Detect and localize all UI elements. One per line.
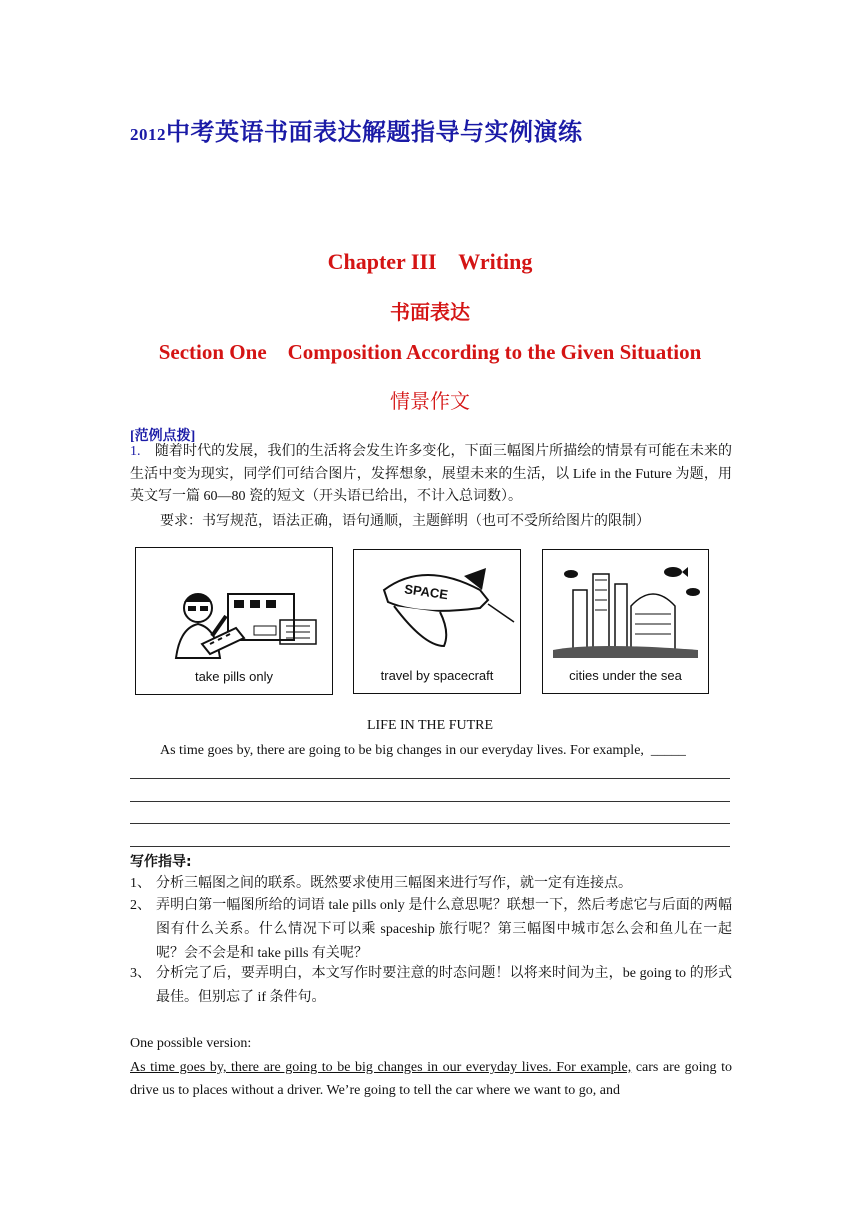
document-title — [130, 112, 583, 147]
item-number: 1. — [130, 444, 141, 459]
underwater-city-icon — [543, 550, 708, 664]
version-continuation: cars are going to drive us to places without a driver. We’re going to tell the car where we want to go, and — [130, 1060, 732, 1098]
picture-pills — [135, 547, 333, 695]
caption-pills: take pills only — [194, 669, 274, 684]
writing-line — [130, 846, 730, 847]
title-year: 2012 — [130, 125, 166, 144]
writing-line — [130, 778, 730, 779]
guide-item — [130, 962, 732, 1010]
guide-item — [130, 894, 732, 966]
man-taking-pills-icon — [136, 548, 332, 668]
section-heading: Section One Composition According to the Given Situation — [158, 340, 702, 364]
essay-heading: LIFE IN THE FUTRE — [366, 718, 494, 733]
caption-spacecraft: travel by spacecraft — [380, 668, 494, 683]
version-label: One possible version: — [130, 1036, 252, 1051]
space-label: SPACE — [403, 581, 449, 603]
guide-item-number: 1、 — [130, 876, 151, 891]
picture-spacecraft — [353, 549, 521, 694]
caption-underwater-city: cities under the sea — [569, 668, 682, 683]
version-text — [130, 1056, 732, 1102]
chapter-heading-cn: 书面表达 — [390, 300, 470, 324]
writing-line — [130, 801, 730, 802]
guide-item-text: 分析完了后，要弄明白，本文写作时要注意的时态问题！以将来时间为主，be going to 的形式最佳。但别忘了 if 条件句。 — [156, 966, 732, 1005]
guide-item-text: 分析三幅图之间的联系。既然要求使用三幅图来进行写作，就一定有连接点。 — [156, 876, 632, 891]
guide-item-number: 3、 — [130, 966, 151, 981]
example-tag: [范例点拨] — [130, 429, 196, 444]
chapter-heading: Chapter III Writing — [327, 249, 533, 274]
guide-item-text: 弄明白第一幅图所给的词语 tale pills only 是什么意思呢？联想一下，然后考虑它与后面的两幅图有什么关系。什么情况下可以乘 spaceship 旅行呢？第三幅图中城市怎么会和鱼儿在一起呢？会不会是和 take pills 有关呢？ — [156, 898, 732, 961]
guide-item — [130, 872, 732, 896]
version-underlined-opening: As time goes by, there are going to be big changes in our everyday lives. For example, — [130, 1060, 632, 1075]
picture-underwater-city — [542, 549, 709, 694]
prompt-text: 随着时代的发展，我们的生活将会发生许多变化，下面三幅图片所描绘的情景有可能在未来的生活中变为现实，同学们可结合图片，发挥想象，展望未来的生活，以 Life in the Future 为题，用英文写一篇 60—80 瓷的短文（开头语已给出，不计入总词数）。 — [130, 444, 733, 504]
essay-opening: As time goes by, there are going to be big changes in our everyday lives. For example, _____ — [160, 743, 686, 758]
requirements: 要求：书写规范，语法正确，语句通顺，主题鲜明（也可不受所给图片的限制） — [160, 514, 650, 529]
example-prompt — [130, 441, 732, 509]
title-main: 中考英语书面表达解题指导与实例演练 — [166, 118, 583, 146]
section-heading-cn: 情景作文 — [390, 389, 470, 413]
writing-line — [130, 823, 730, 824]
guide-heading: 写作指导: — [130, 854, 192, 870]
spacecraft-icon — [354, 550, 520, 660]
guide-item-number: 2、 — [130, 898, 151, 913]
